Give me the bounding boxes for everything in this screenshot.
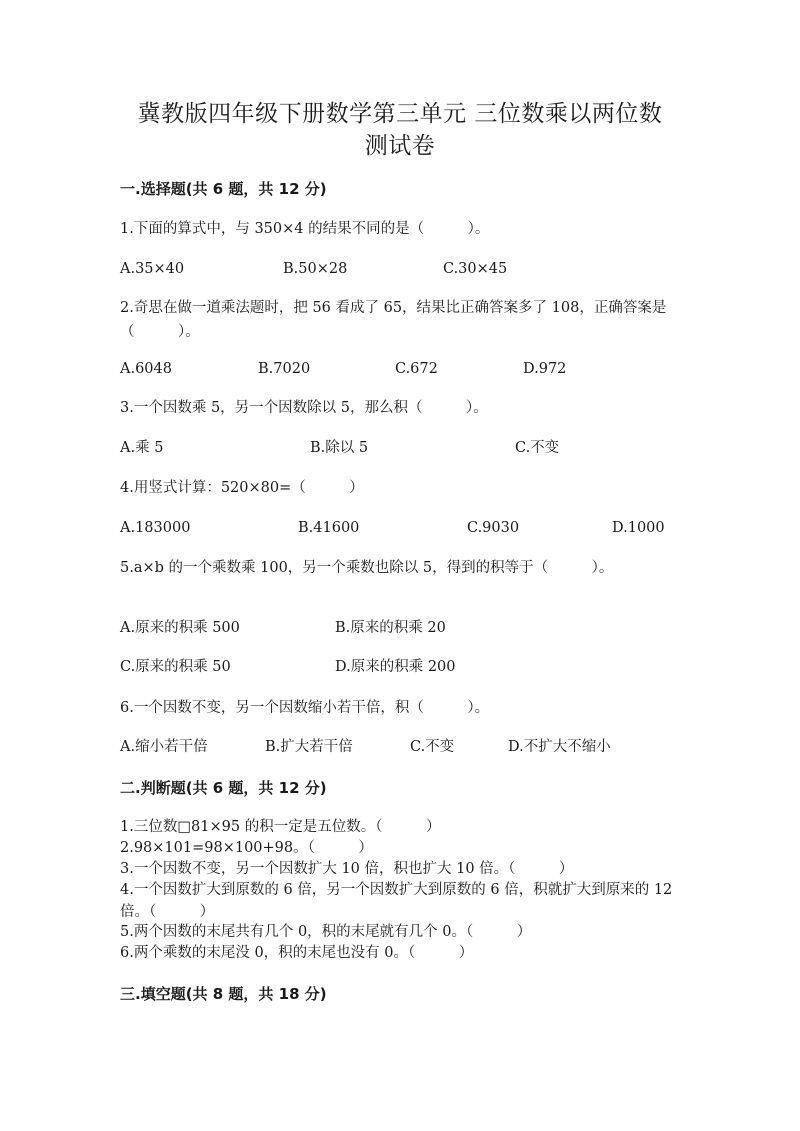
question-1-option-a: A.35×40	[120, 261, 185, 277]
question-6-option-c: C.不变	[410, 739, 455, 755]
question-6-text: 6.一个因数不变，另一个因数缩小若干倍，积（ ）。	[120, 700, 490, 716]
question-4-option-c: C.9030	[467, 520, 520, 536]
exam-title-line1: 冀教版四年级下册数学第三单元 三位数乘以两位数	[137, 101, 663, 127]
question-5-option-b: B.原来的积乘 20	[335, 620, 446, 636]
question-5-option-a: A.原来的积乘 500	[120, 620, 240, 636]
question-4-option-d: D.1000	[612, 520, 665, 536]
question-4-option-a: A.183000	[120, 520, 191, 536]
judgment-item-1: 1.三位数□81×95 的积一定是五位数。（ ）	[120, 819, 441, 835]
judgment-item-6: 6.两个乘数的末尾没 0，积的末尾也没有 0。（ ）	[120, 945, 474, 961]
judgment-item-3: 3.一个因数不变，另一个因数扩大 10 倍，积也扩大 10 倍。（ ）	[120, 861, 574, 877]
question-3-option-c: C.不变	[515, 440, 560, 456]
question-6-option-b: B.扩大若干倍	[265, 739, 353, 755]
exam-title-line2: 测试卷	[364, 133, 436, 159]
question-2-option-d: D.972	[523, 361, 567, 377]
question-1-text: 1.下面的算式中，与 350×4 的结果不同的是（ ）。	[120, 221, 490, 237]
question-5-option-c: C.原来的积乘 50	[120, 659, 231, 675]
question-5-option-d: D.原来的积乘 200	[335, 659, 456, 675]
question-2-option-a: A.6048	[120, 361, 172, 377]
question-6-option-d: D.不扩大不缩小	[508, 739, 611, 755]
section-heading-choice: 一.选择题(共 6 题，共 12 分)	[120, 180, 327, 198]
judgment-item-5: 5.两个因数的末尾共有几个 0，积的末尾就有几个 0。（ ）	[120, 924, 532, 940]
question-6-option-a: A.缩小若干倍	[120, 739, 208, 755]
judgment-item-2: 2.98×101=98×100+98。（ ）	[120, 840, 373, 856]
judgment-item-4: 4.一个因数扩大到原数的 6 倍，另一个因数扩大到原数的 6 倍，积就扩大到原来的 12 倍。（ ）	[120, 882, 673, 920]
question-3-option-b: B.除以 5	[310, 440, 369, 456]
question-2-option-b: B.7020	[258, 361, 311, 377]
question-1-option-c: C.30×45	[443, 261, 508, 277]
question-4-option-b: B.41600	[298, 520, 360, 536]
question-2-text: 2.奇思在做一道乘法题时，把 56 看成了 65，结果比正确答案多了 108，正确答案是（ ）。	[120, 300, 667, 340]
question-3-option-a: A.乘 5	[120, 440, 164, 456]
question-1-option-b: B.50×28	[283, 261, 348, 277]
question-5-text: 5.a×b 的一个乘数乘 100，另一个乘数也除以 5，得到的积等于（ ）。	[120, 560, 614, 576]
section-heading-fill-blank: 三.填空题(共 8 题，共 18 分)	[120, 985, 327, 1003]
question-4-text: 4.用竖式计算：520×80=（ ）	[120, 480, 364, 496]
section-heading-true-false: 二.判断题(共 6 题，共 12 分)	[120, 779, 327, 797]
question-2-option-c: C.672	[395, 361, 438, 377]
question-3-text: 3.一个因数乘 5，另一个因数除以 5，那么积（ ）。	[120, 400, 488, 416]
